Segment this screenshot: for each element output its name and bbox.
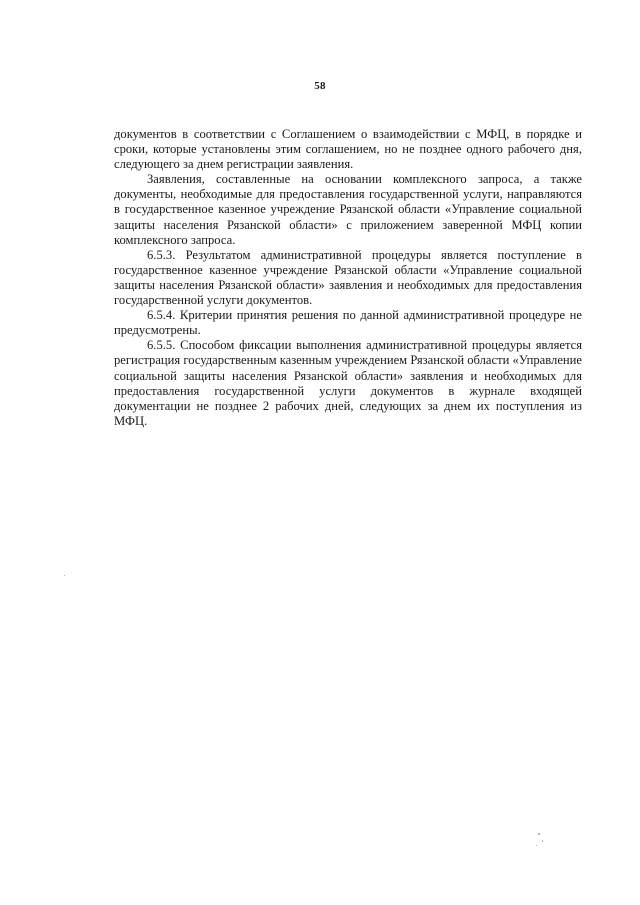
scan-artifact [538, 833, 540, 835]
paragraph-6-5-5: 6.5.5. Способом фиксации выполнения административной процедуры является регистрация государственным казенным учреждением Рязанской области «Управление социальной защиты населения Рязанской области» заявления и необходимых для предоставления государственной услуги документов в журнале входящей документации не позднее 2 рабочих дней, следующих за днем их поступления из МФЦ. [114, 338, 582, 428]
paragraph-6-5-3: 6.5.3. Результатом административной процедуры является поступление в государственное казенное учреждение Рязанской области «Управление социальной защиты населения Рязанской области» заявления и необходимых для предоставления государственной услуги документов. [114, 247, 582, 308]
scan-artifact [542, 840, 543, 842]
scan-artifact [536, 845, 537, 846]
paragraph-complex-request: Заявления, составленные на основании комплексного запроса, а также документы, необходимые для предоставления государственной услуги, направляются в государственное казенное учреждение Рязанской области «Управление социальной защиты населения Рязанской области» с приложением заверенной МФЦ копии комплексного запроса. [114, 172, 582, 247]
paragraph-continuation: документов в соответствии с Соглашением о взаимодействии с МФЦ, в порядке и сроки, которые установлены этим соглашением, но не позднее одного рабочего дня, следующего за днем регистрации заявления. [114, 127, 582, 172]
page-number: 58 [314, 80, 326, 92]
scan-artifact [64, 575, 65, 576]
document-body [114, 127, 582, 429]
paragraph-6-5-4: 6.5.4. Критерии принятия решения по данной административной процедуре не предусмотрены. [114, 308, 582, 338]
